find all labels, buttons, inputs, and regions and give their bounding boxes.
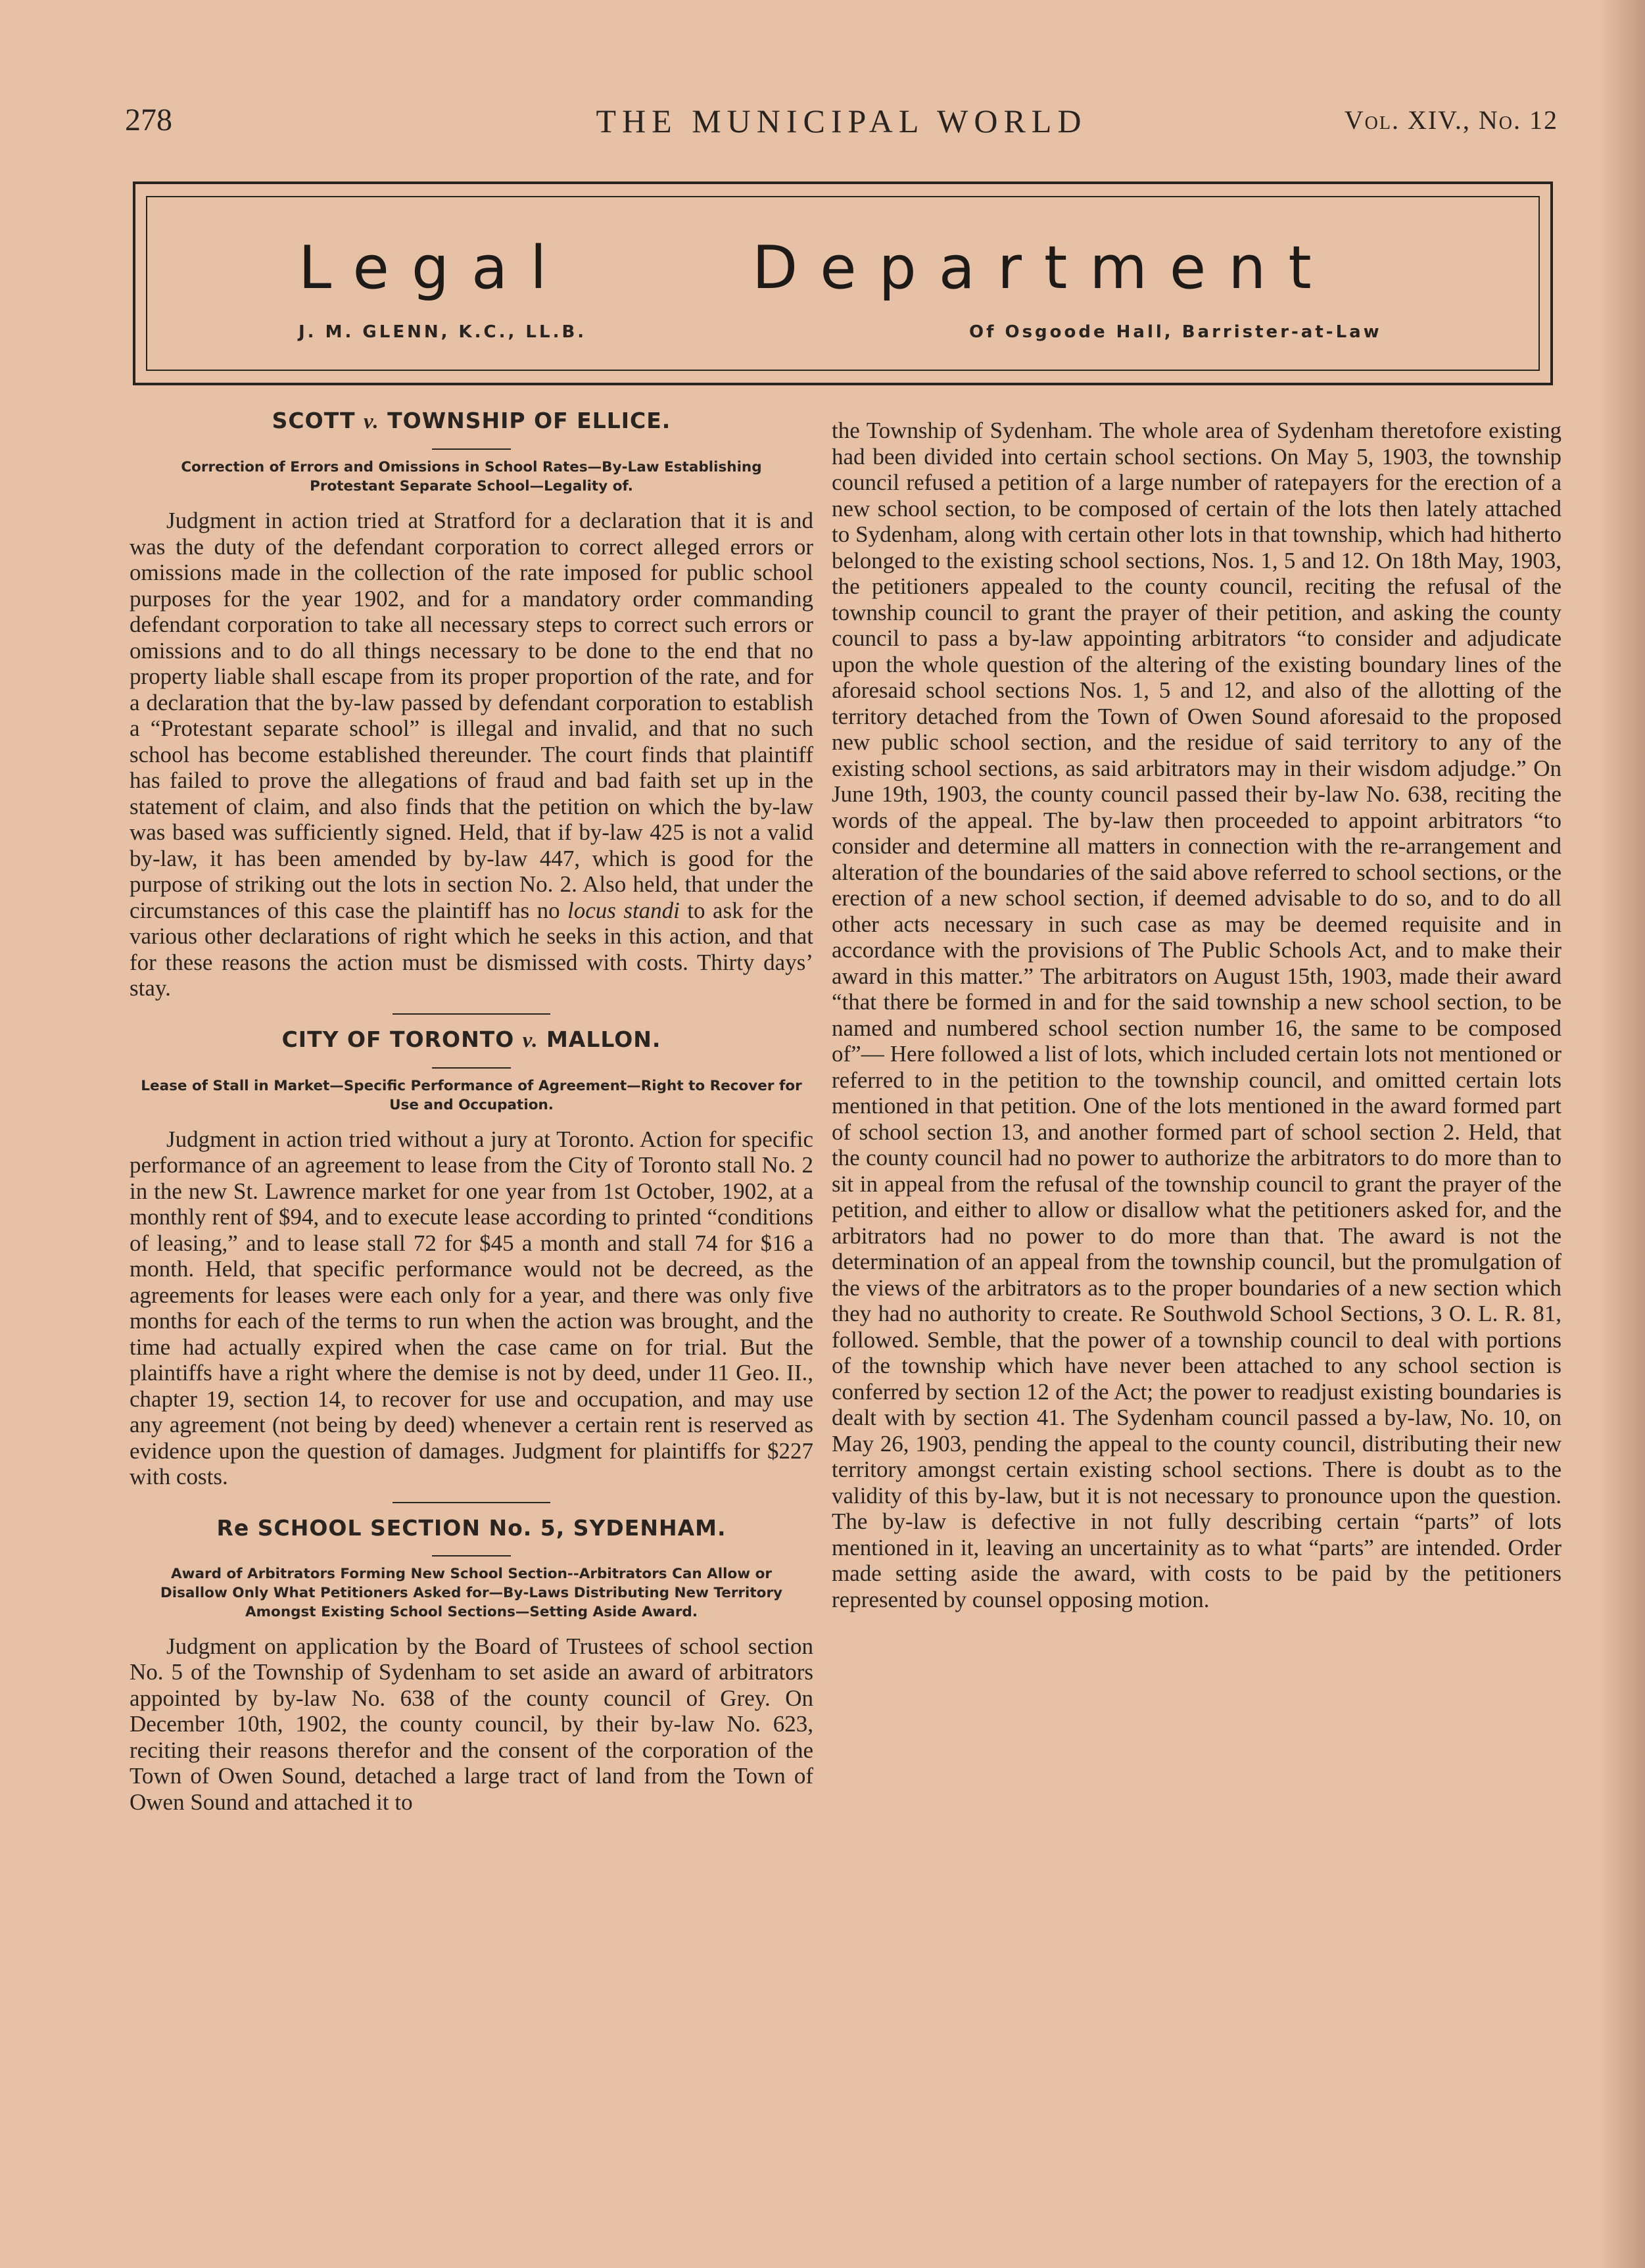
page-edge-shadow — [1599, 0, 1645, 2268]
case-scott-v-ellice — [130, 408, 813, 1001]
masthead-box — [133, 181, 1553, 385]
left-column — [130, 408, 813, 1815]
right-column — [832, 418, 1562, 1612]
case-headnote: Lease of Stall in Market—Specific Performance of Agreement—Right to Recover for Use and Occupation. — [141, 1077, 802, 1113]
masthead-word-legal: Legal — [298, 233, 569, 302]
editor-affiliation: Of Osgoode Hall, Barrister-at-Law — [969, 322, 1382, 342]
case-headnote: Correction of Errors and Omissions in School Rates—By-Law Establishing Protestant Separate School—Legality of. — [181, 459, 762, 495]
case-body-continued: the Township of Sydenham. The whole area of Sydenham theretofore existing had been divided into certain school sections. On May 5, 1903, the township council refused a petition of a large number of ratepayers for the erection of a new school section, to be composed of certain of the lots then lately attached to Sydenham, along with certain other lots in that township, which had hitherto belonged to the existing school sections, Nos. 1, 5 and 12. On 18th May, 1903, the petitioners appealed to the county council, reciting the refusal of the township council to grant the prayer of their petition, and asking the county council to pass a by-law appointing arbitrators “to consider and adjudicate upon the whole question of the altering of the existing boundary lines of the aforesaid school sections Nos. 1, 5 and 12, and also of the allotting of the territory detached from the Town of Owen Sound aforesaid to the proposed new public school section, and the residue of said territory to any of the existing school sections, as said arbitrators may in their wisdom adjudge.” On June 19th, 1903, the county council passed their by-law No. 638, reciting the words of the appeal. The by-law then proceeded to appoint arbitrators “to consider and determine all matters in connection with the re-arrangement and alteration of the boundaries of the said above referred to school sections, or the erection of a new school section, if deemed advisable to do so, and to do all other acts necessary in such case as may be deemed requisite and in accordance with the provisions of The Public Schools Act, and to make their award in this matter.” The arbitrators on August 15th, 1903, made their award “that there be formed in and for the said township a new school section, to be named and numbered school section number 16, the same to be composed of”— Here followed a list of lots, which included certain lots not mentioned or referred to in the petition to the township council, and omitted certain lots mentioned in that petition. One of the lots mentioned in the award formed part of school section 13, and another formed part of school section 2. Held, that the county council had no power to authorize the arbitrators to do more than to sit in appeal from the refusal of the township council to grant the prayer of the petition, and either to allow or disallow what the petitioners asked for, and the arbitrators had no power to do more than that. The award is not the determination of an appeal from the township council, but the promulgation of the views of the arbitrators as to the proper boundaries of a new section which they had no authority to create. Re Southwold School Sections, 3 O. L. R. 81, followed. Semble, that the power of a township council to deal with portions of the township which have never been attached to any school section is conferred by section 12 of the Act; the power to readjust existing boundaries is dealt with by section 41. The Sydenham council passed a by-law, No. 10, on May 26, 1903, pending the appeal to the county council, distributing their new territory amongst certain existing school sections. There is doubt as to the validity of this by-law, but it is not necessary to pronounce upon the question. The by-law is defective in not fully describing certain “parts” of lots mentioned in it, leaving an uncertainity as to what “parts” are intended. Order made setting aside the award, with costs to be paid by the petitioners represented by counsel opposing motion. — [832, 418, 1562, 1612]
case-title: CITY OF TORONTO v. MALLON. — [281, 1026, 661, 1052]
divider-rule — [432, 448, 511, 450]
journal-title: THE MUNICIPAL WORLD — [596, 103, 1087, 139]
running-head — [125, 102, 1558, 155]
masthead-word-department: Department — [752, 233, 1334, 302]
case-body: Judgment in action tried at Stratford for a declaration that it is and was the duty of the defendant corporation to correct alleged errors or omissions made in the collection of the rate imposed for public school purposes for the year 1902, and for a mandatory order commanding defendant corporation to take all necessary steps to correct such errors or omissions and to do all things necessary to be done to the end that no property liable shall escape from its proper proportion of the rate, and for a declaration that the by-law passed by defendant corporation to establish a “Protestant separate school” is illegal and invalid, and that no such school has become established thereunder. The court finds that plaintiff has failed to prove the allegations of fraud and bad faith set up in the statement of claim, and also finds that the petition on which the by-law was based was sufficiently signed. Held, that if by-law 425 is not a valid by-law, it has been amended by by-law 447, which is good for the purpose of striking out the lots in section No. 2. Also held, that under the circumstances of this case the plaintiff has no locus standi to ask for the various other declarations of right which he seeks in this action, and that for these reasons the action must be dismissed with costs. Thirty days’ stay. — [130, 508, 814, 1001]
case-body: Judgment on application by the Board of Trustees of school section No. 5 of the Township of Sydenham to set aside an award of arbitrators appointed by by-law No. 638 of the county council of Grey. On December 10th, 1902, the county council, by their by-law No. 623, reciting their reasons therefor and the consent of the corporation of the Town of Owen Sound, detached a large tract of land from the Town of Owen Sound and attached it to — [130, 1633, 813, 1815]
case-re-school-section-5 — [130, 1515, 813, 1816]
section-divider — [393, 1502, 550, 1503]
case-title: SCOTT v. TOWNSHIP OF ELLICE. — [272, 408, 671, 433]
divider-rule — [432, 1555, 511, 1556]
page-number: 278 — [125, 103, 172, 137]
section-divider — [393, 1013, 550, 1015]
divider-rule — [432, 1067, 511, 1069]
masthead-inner-border — [146, 196, 1540, 371]
volume-issue: Vol. XIV., No. 12 — [1344, 105, 1558, 135]
case-body: Judgment in action tried without a jury at Toronto. Action for specific performance of an agreement to lease from the City of Toronto stall No. 2 in the new St. Lawrence market for one year from 1st October, 1902, at a monthly rent of $94, and to execute lease according to printed “conditions of leasing,” and to lease stall 72 for $45 a month and stall 74 for $16 a month. Held, that specific performance would not be decreed, as the agreements for leases were each only for a year, and there was only five months for each of the terms to run when the action was brought, and the time had actually expired when the case came on for trial. But the plaintiffs have a right where the demise is not by deed, under 11 Geo. II., chapter 19, section 14, to recover for use and occupation, and may use any agreement (not being by deed) whenever a certain rent is reserved as evidence upon the question of damages. Judgment for plaintiffs for $227 with costs. — [130, 1126, 813, 1489]
case-headnote: Award of Arbitrators Forming New School Section--Arbitrators Can Allow or Disallow Only What Petitioners Asked for—By-Laws Distributing New Territory Amongst Existing School Sections—Setting Aside Award. — [160, 1565, 783, 1620]
case-toronto-v-mallon — [130, 1026, 813, 1490]
editor-name: J. M. GLENN, K.C., LL.B. — [298, 322, 587, 342]
case-title: Re SCHOOL SECTION No. 5, SYDENHAM. — [216, 1514, 727, 1541]
